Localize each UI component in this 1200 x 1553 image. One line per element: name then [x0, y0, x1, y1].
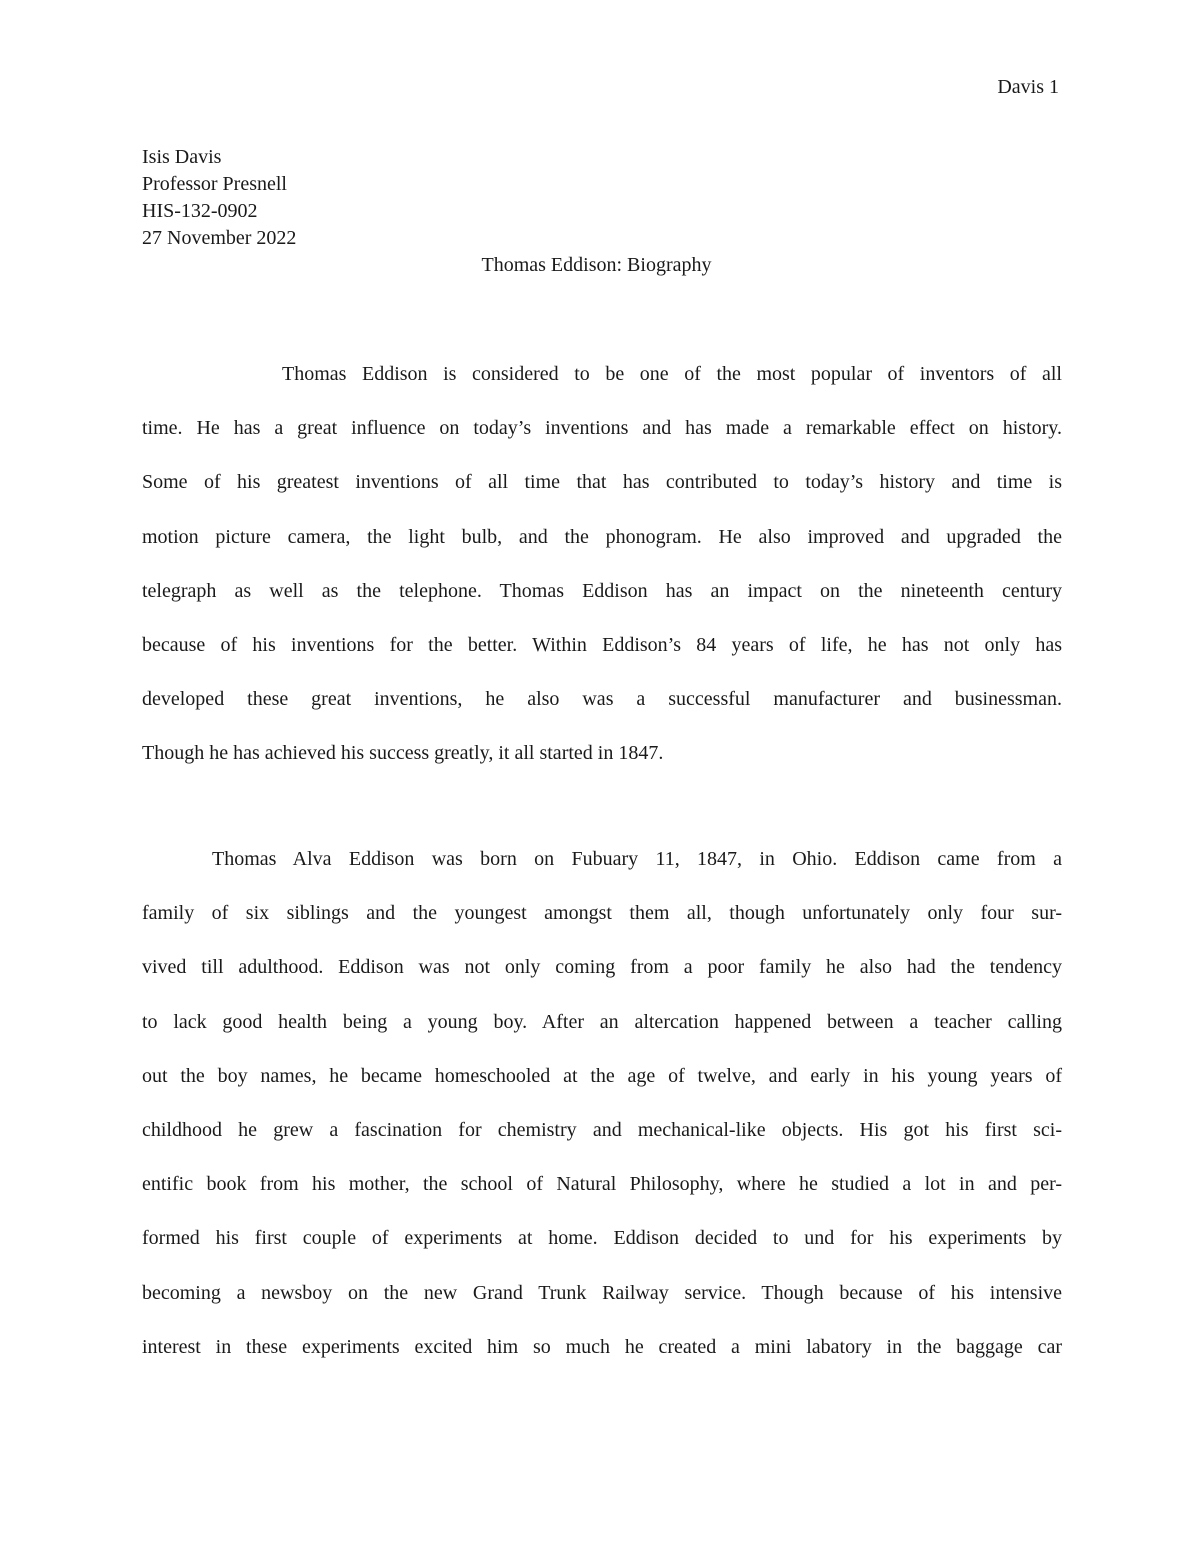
- paragraph-2: [142, 832, 1062, 1374]
- paragraph-line: because of his inventions for the better. Within Eddison’s 84 years of life, he has not only has: [142, 633, 1062, 656]
- paragraph-line: out the boy names, he became homeschooled at the age of twelve, and early in his young years of: [142, 1064, 1062, 1087]
- paragraph-line: becoming a newsboy on the new Grand Trunk Railway service. Though because of his intensive: [142, 1281, 1062, 1304]
- submission-date: 27 November 2022: [142, 227, 297, 249]
- course-code: HIS-132-0902: [142, 200, 258, 222]
- paragraph-line: Thomas Eddison is considered to be one of the most popular of inventors of all: [282, 363, 1062, 385]
- running-head: Davis 1: [997, 76, 1059, 98]
- paragraph-line: vived till adulthood. Eddison was not only coming from a poor family he also had the tendency: [142, 956, 1062, 979]
- paragraph-line: time. He has a great influence on today’s inventions and has made a remarkable effect on history.: [142, 417, 1062, 440]
- paragraph-line: interest in these experiments excited him so much he created a mini labatory in the baggage car: [142, 1335, 1062, 1358]
- paragraph-line: childhood he grew a fascination for chemistry and mechanical-like objects. His got his first sci-: [142, 1118, 1062, 1141]
- paragraph-line: family of six siblings and the youngest amongst them all, though unfortunately only four sur-: [142, 902, 1062, 925]
- paragraph-line: Some of his greatest inventions of all time that has contributed to today’s history and time is: [142, 471, 1062, 494]
- paragraph-line: Thomas Alva Eddison was born on Fubuary 11, 1847, in Ohio. Eddison came from a: [212, 848, 1062, 870]
- paragraph-line: telegraph as well as the telephone. Thomas Eddison has an impact on the nineteenth century: [142, 579, 1062, 602]
- mla-heading: [142, 144, 296, 252]
- professor-name: Professor Presnell: [142, 173, 287, 195]
- paragraph-line: formed his first couple of experiments at home. Eddison decided to und for his experiments by: [142, 1227, 1062, 1250]
- paragraph-line: to lack good health being a young boy. After an altercation happened between a teacher calling: [142, 1010, 1062, 1033]
- paragraph-line: motion picture camera, the light bulb, and the phonogram. He also improved and upgraded the: [142, 525, 1062, 548]
- page-title: Thomas Eddison: Biography: [481, 254, 712, 276]
- paragraph-line: developed these great inventions, he also was a successful manufacturer and businessman.: [142, 688, 1062, 711]
- paragraph-line: entific book from his mother, the school of Natural Philosophy, where he studied a lot in and per-: [142, 1173, 1062, 1196]
- student-name: Isis Davis: [142, 146, 222, 168]
- paragraph-1: [142, 347, 1062, 781]
- paragraph-line: Though he has achieved his success greatly, it all started in 1847.: [142, 742, 664, 765]
